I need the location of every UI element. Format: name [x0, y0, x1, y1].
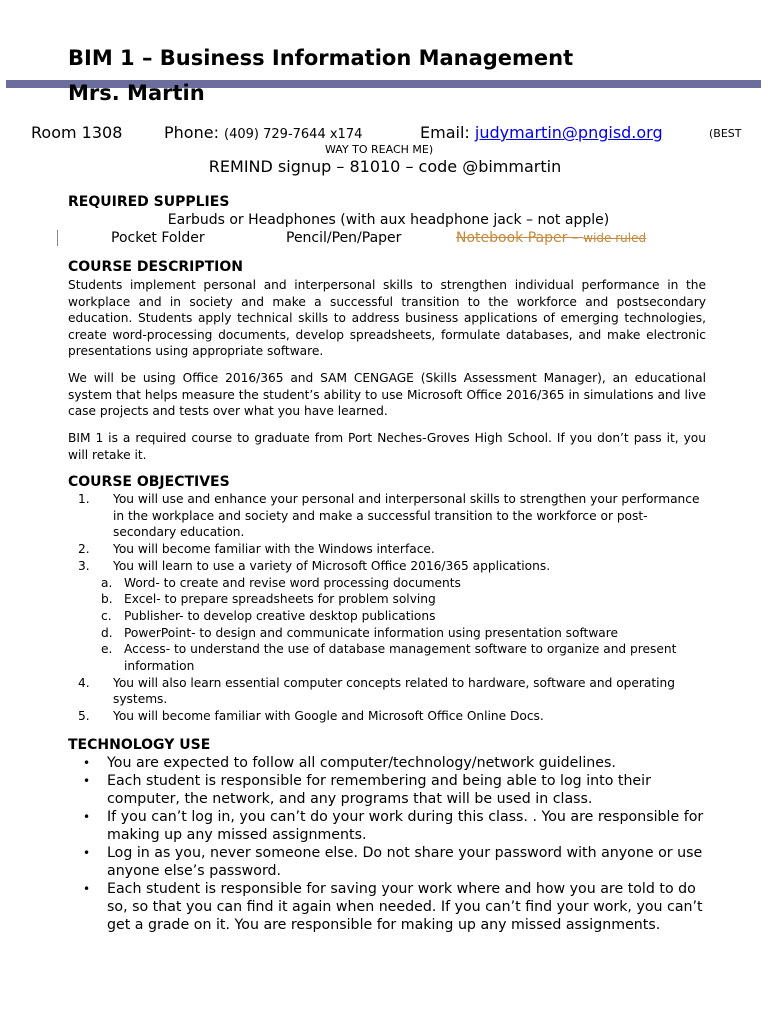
sub-letter: c.: [101, 608, 112, 623]
sub-item: [101, 641, 708, 674]
margin-marker: [57, 230, 58, 246]
sub-text: Publisher- to develop creative desktop publications: [124, 608, 436, 623]
email-label: Email:: [420, 123, 470, 142]
supply-notebook-struck: [456, 230, 646, 246]
best-way-note-b: WAY TO REACH ME): [325, 143, 434, 156]
objective-number: 1.: [78, 492, 90, 506]
objective-number: 3.: [78, 558, 90, 573]
supply-notebook: Notebook Paper –: [456, 230, 579, 246]
bullet-icon: •: [83, 756, 91, 770]
technology-item: [68, 844, 708, 880]
technology-list: [68, 754, 708, 934]
teacher-name: Mrs. Martin: [68, 81, 205, 105]
email-link[interactable]: judymartin@pngisd.org: [474, 123, 663, 142]
bullet-icon: •: [83, 810, 91, 824]
sub-text: PowerPoint- to design and communicate information using presentation software: [124, 625, 619, 640]
sub-item: [101, 591, 708, 608]
objective-text: You will learn to use a variety of Microsoft Office 2016/365 applications.: [113, 558, 551, 573]
objective-text: You will also learn essential computer concepts related to hardware, software and operating systems.: [113, 675, 675, 707]
description-heading: COURSE DESCRIPTION: [68, 259, 244, 275]
bullet-icon: •: [83, 774, 91, 788]
supply-notebook-tail: wide ruled: [583, 231, 647, 245]
description-paragraph-2: We will be using Office 2016/365 and SAM CENGAGE (Skills Assessment Manager), an educational system that helps measure the student’s ability to use Microsoft Office 2016/365 in simulations and live case projects and tests over what you have learned.: [68, 371, 706, 419]
sub-item: [101, 625, 708, 642]
sub-letter: e.: [101, 642, 113, 657]
technology-heading: TECHNOLOGY USE: [68, 737, 211, 753]
objective-text: You will use and enhance your personal and interpersonal skills to strengthen your performance in the workplace and society and make a successful transition to the workforce or post-secondary education.: [113, 492, 700, 540]
technology-text: Log in as you, never someone else. Do not share your password with anyone or use anyone else’s password.: [107, 845, 703, 879]
description-paragraph-1: Students implement personal and interpersonal skills to strengthen individual performance in the workplace and in society and make a successful transition to the workforce and postsecondary education. Students apply technical skills to address business applications of emerging technologies, create word-processing documents, develop spreadsheets, formulate databases, and make electronic presentations using appropriate software.: [68, 278, 706, 359]
sub-text: Access- to understand the use of database management software to organize and present information: [124, 642, 677, 674]
email: [420, 123, 663, 142]
supplies-heading: REQUIRED SUPPLIES: [68, 194, 230, 210]
objective-number: 5.: [78, 709, 90, 724]
sub-letter: d.: [101, 625, 113, 640]
objective-item: [68, 675, 708, 708]
phone-label: Phone:: [164, 123, 219, 142]
objectives-heading: COURSE OBJECTIVES: [68, 474, 230, 490]
technology-text: Each student is responsible for saving your work where and how you are told to do so, so that you can find it again when needed. If you can’t find your work, you can’t get a grade on it. You are responsible for making up any missed assignments.: [107, 881, 703, 933]
sub-item: [101, 608, 708, 625]
technology-item: [68, 754, 708, 772]
sub-text: Word- to create and revise word processing documents: [124, 575, 461, 590]
objective-text: You will become familiar with Google and Microsoft Office Online Docs.: [113, 709, 544, 724]
page-title: BIM 1 – Business Information Management: [68, 46, 574, 70]
bullet-icon: •: [83, 882, 91, 896]
room-number: Room 1308: [31, 123, 123, 142]
technology-item: [68, 808, 708, 844]
remind-signup: REMIND signup – 81010 – code @bimmartin: [208, 157, 562, 176]
sub-letter: b.: [101, 592, 113, 607]
sub-letter: a.: [101, 575, 113, 590]
objective-number: 2.: [78, 542, 90, 557]
objective-item: [68, 558, 708, 675]
supply-pencil: Pencil/Pen/Paper: [286, 230, 402, 246]
objective-number: 4.: [78, 675, 90, 690]
objective-item: [68, 708, 708, 725]
objective-item: [68, 491, 708, 541]
technology-text: If you can’t log in, you can’t do your work during this class. . You are responsible for making up any missed assignments.: [107, 809, 704, 843]
applications-sublist: [101, 575, 708, 675]
technology-text: You are expected to follow all computer/technology/network guidelines.: [107, 755, 616, 771]
description-paragraph-3: BIM 1 is a required course to graduate from Port Neches-Groves High School. If you don’t pass it, you will retake it.: [68, 431, 706, 462]
sub-item: [101, 575, 708, 592]
technology-text: Each student is responsible for remembering and being able to log into their computer, the network, and any programs that will be used in class.: [107, 773, 651, 807]
objective-item: [68, 541, 708, 558]
objectives-list: [68, 491, 708, 725]
technology-item: [68, 880, 708, 934]
phone-number: (409) 729-7644 x174: [224, 127, 363, 142]
bullet-icon: •: [83, 846, 91, 860]
phone: [164, 123, 362, 142]
objective-text: You will become familiar with the Windows interface.: [113, 542, 435, 557]
sub-text: Excel- to prepare spreadsheets for problem solving: [124, 592, 436, 607]
best-way-note-a: (BEST: [709, 127, 742, 140]
supply-headphones: Earbuds or Headphones (with aux headphone jack – not apple): [167, 212, 610, 228]
technology-item: [68, 772, 708, 808]
supply-folder: Pocket Folder: [111, 230, 205, 246]
